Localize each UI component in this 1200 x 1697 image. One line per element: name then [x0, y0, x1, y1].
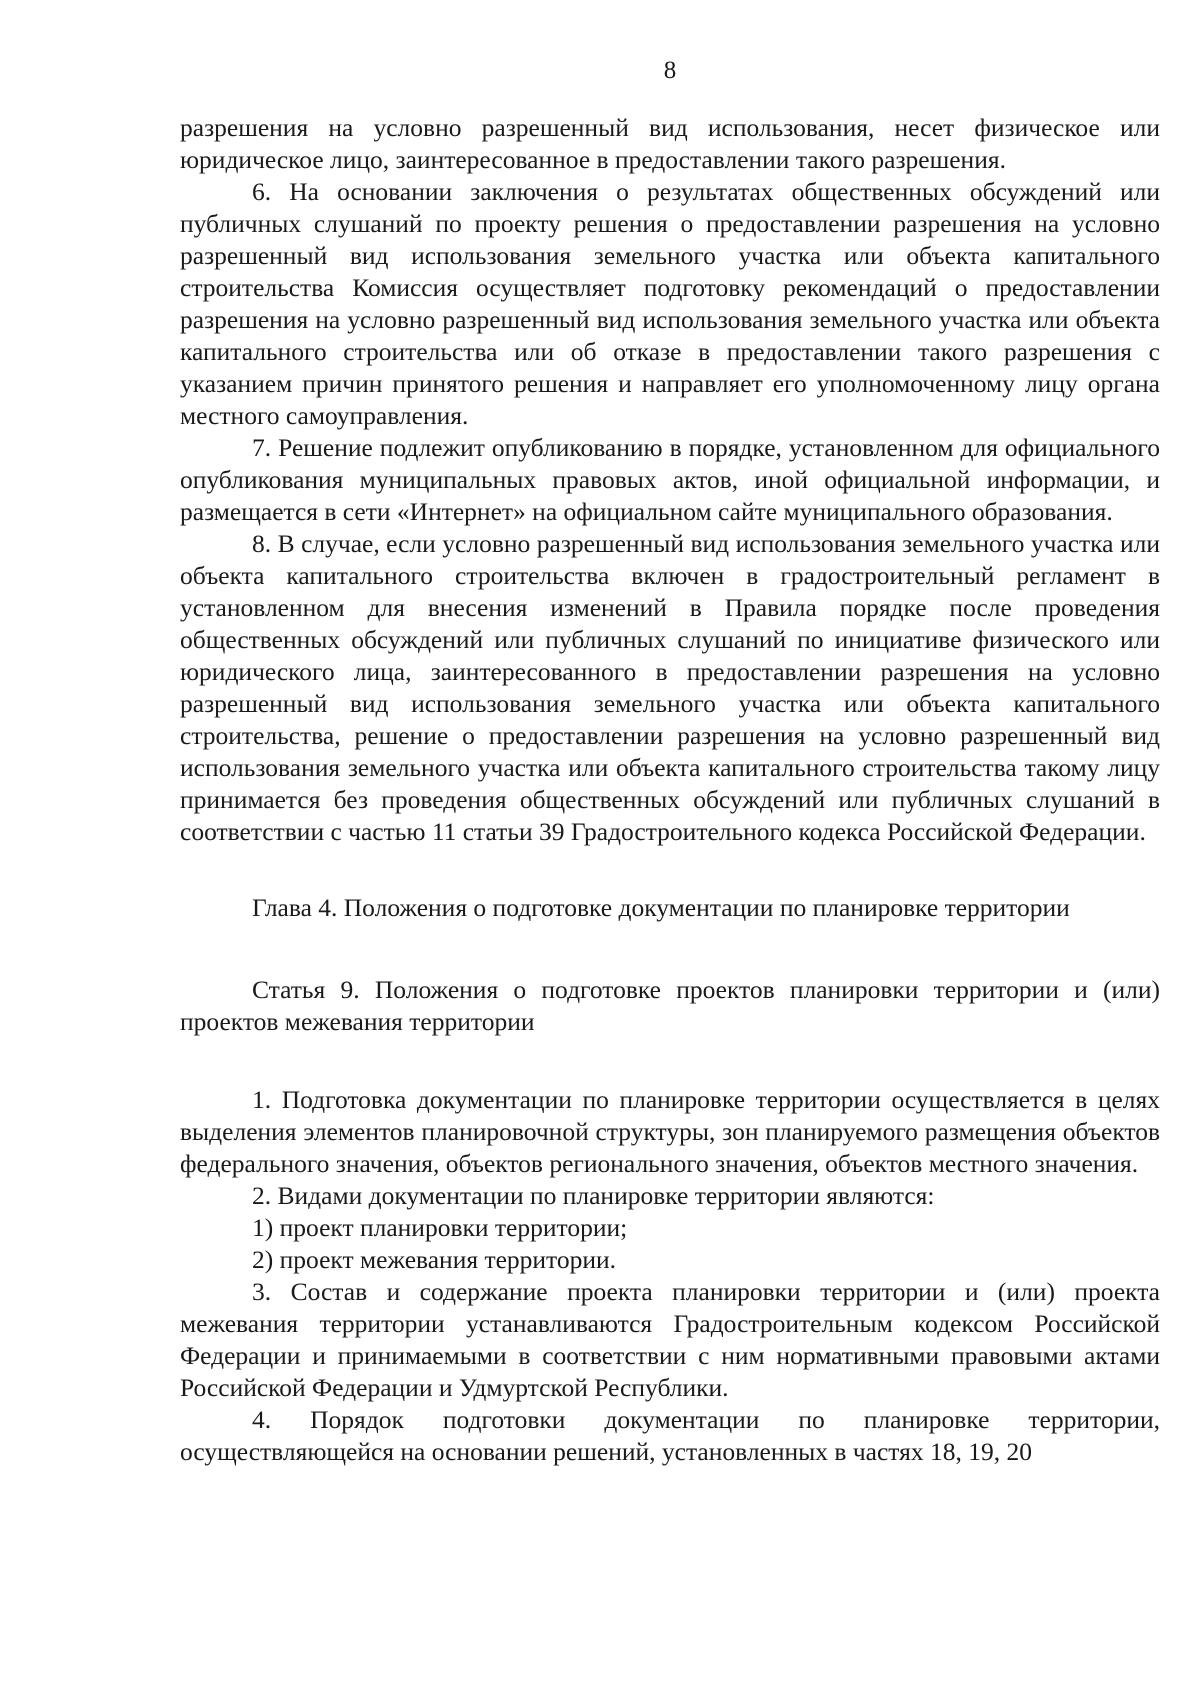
article-paragraph-4: 4. Порядок подготовки документации по планировке территории, осуществляющейся на основании решений, установленных в частях 18, 19, 20 — [180, 1405, 1160, 1466]
page-number: 8 — [663, 57, 677, 84]
paragraph-7: 7. Решение подлежит опубликованию в порядке, установленном для официального опубликования муниципальных правовых актов, иной официальной информации, и размещается в сети «Интернет» на официальном сайте муниципального образования. — [180, 433, 1160, 526]
paragraph-8: 8. В случае, если условно разрешенный вид использования земельного участка или объекта капитального строительства включен в градостроительный регламент в установленном для внесения изменений в Правила порядке после проведения общественных обсуждений или публичных слушаний по инициативе физического или юридического лица, заинтересованного в предоставлении разрешения на условно разрешенный вид использования земельного участка или объекта капитального строительства, решение о предоставлении разрешения на условно разрешенный вид использования земельного участка или объекта капитального строительства такому лицу принимается без проведения общественных обсуждений или публичных слушаний в соответствии с частью 11 статьи 39 Градостроительного кодекса Российской Федерации. — [180, 529, 1160, 846]
paragraph-continued: разрешения на условно разрешенный вид использования, несет физическое или юридическое лицо, заинтересованное в предоставлении такого разрешения. — [180, 113, 1160, 174]
paragraph-6: 6. На основании заключения о результатах общественных обсуждений или публичных слушаний по проекту решения о предоставлении разрешения на условно разрешенный вид использования земельного участка или объекта капитального строительства Комиссия осуществляет подготовку рекомендаций о предоставлении разрешения на условно разрешенный вид использования земельного участка или объекта капитального строительства или об отказе в предоставлении такого разрешения с указанием причин принятого решения и направляет его уполномоченному лицу органа местного самоуправления. — [180, 177, 1160, 430]
article-paragraph-2: 2. Видами документации по планировке территории являются: — [252, 1181, 935, 1210]
article-paragraph-1: 1. Подготовка документации по планировке территории осуществляется в целях выделения элементов планировочной структуры, зон планируемого размещения объектов федерального значения, объектов регионального значения, объектов местного значения. — [180, 1085, 1160, 1178]
article-heading: Статья 9. Положения о подготовке проектов планировки территории и (или) проектов межевания территории — [180, 975, 1160, 1036]
document-body — [180, 112, 1160, 1468]
article-paragraph-3: 3. Состав и содержание проекта планировки территории и (или) проекта межевания территории устанавливаются Градостроительным кодексом Российской Федерации и принимаемыми в соответствии с ним нормативными правовыми актами Российской Федерации и Удмуртской Республики. — [180, 1277, 1160, 1402]
chapter-heading: Глава 4. Положения о подготовке документации по планировке территории — [252, 893, 1070, 922]
article-list-item-1: 1) проект планировки территории; — [252, 1213, 628, 1242]
article-list-item-2: 2) проект межевания территории. — [252, 1245, 617, 1274]
